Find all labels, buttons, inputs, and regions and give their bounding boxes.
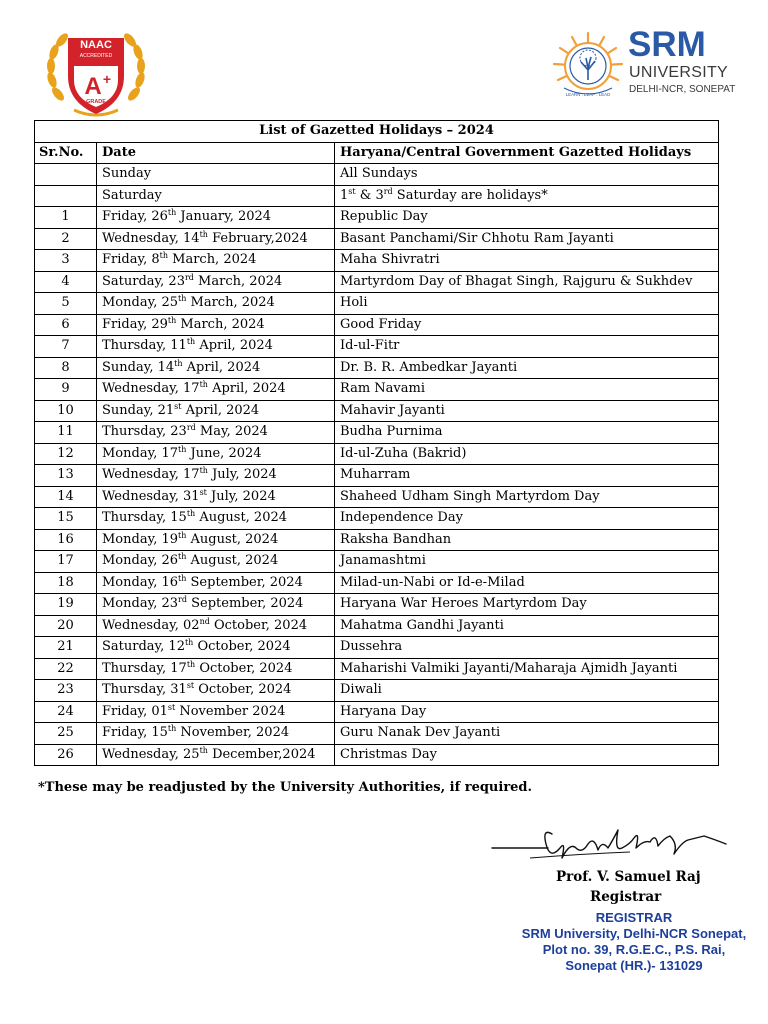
sr-cell: 2 [35,228,97,250]
sr-cell: 23 [35,680,97,702]
holiday-cell: Milad-un-Nabi or Id-e-Milad [335,572,719,594]
date-cell: Saturday, 23rd March, 2024 [97,271,335,293]
table-row [35,271,719,293]
sr-cell: 11 [35,422,97,444]
holiday-cell: Ram Navami [335,379,719,401]
holiday-cell: Id-ul-Zuha (Bakrid) [335,443,719,465]
table-row [35,680,719,702]
stamp-line-3: Plot no. 39, R.G.E.C., P.S. Rai, [542,942,726,957]
holiday-cell: Diwali [335,680,719,702]
footnote: *These may be readjusted by the University Authorities, if required. [38,780,533,795]
date-cell: Sunday [97,164,335,186]
table-row [35,637,719,659]
holiday-cell: Good Friday [335,314,719,336]
column-header-date: Date [97,142,335,164]
table-row [35,486,719,508]
svg-text:NAAC: NAAC [80,39,112,51]
holiday-cell: Id-ul-Fitr [335,336,719,358]
table-row [35,508,719,530]
date-cell: Wednesday, 31st July, 2024 [97,486,335,508]
table-caption: List of Gazetted Holidays – 2024 [35,121,719,143]
signature [490,818,730,870]
holiday-cell: Maharishi Valmiki Jayanti/Maharaja Ajmidh Jayanti [335,658,719,680]
table-row [35,723,719,745]
svg-text:A: A [84,73,102,100]
date-cell: Wednesday, 02nd October, 2024 [97,615,335,637]
table-row [35,400,719,422]
date-cell: Monday, 23rd September, 2024 [97,594,335,616]
sr-cell [35,185,97,207]
table-row [35,551,719,573]
srm-wordmark: SRM [628,25,706,64]
sr-cell: 18 [35,572,97,594]
sr-cell: 13 [35,465,97,487]
table-row [35,422,719,444]
stamp-line-4: Sonepat (HR.)- 131029 [565,958,703,973]
registrar-stamp [518,910,750,980]
table-row [35,529,719,551]
svg-text:+: + [102,71,112,87]
date-cell: Thursday, 11th April, 2024 [97,336,335,358]
sr-cell: 24 [35,701,97,723]
table-row [35,185,719,207]
signatory-name: Prof. V. Samuel Raj [556,869,701,885]
svg-text:ACCREDITED: ACCREDITED [79,53,113,59]
holiday-cell: Republic Day [335,207,719,229]
date-cell: Friday, 26th January, 2024 [97,207,335,229]
date-cell: Monday, 19th August, 2024 [97,529,335,551]
holiday-cell: Muharram [335,465,719,487]
table-row [35,658,719,680]
sr-cell: 6 [35,314,97,336]
signatory-title: Registrar [590,889,662,905]
table-row [35,250,719,272]
sr-cell: 26 [35,744,97,766]
date-cell: Friday, 15th November, 2024 [97,723,335,745]
svg-text:LEARN . LEAP . LEAD: LEARN . LEAP . LEAD [565,92,611,97]
date-cell: Saturday [97,185,335,207]
holiday-cell: Independence Day [335,508,719,530]
holiday-cell: Shaheed Udham Singh Martyrdom Day [335,486,719,508]
sr-cell: 15 [35,508,97,530]
sr-cell: 1 [35,207,97,229]
date-cell: Wednesday, 25th December,2024 [97,744,335,766]
stamp-line-2: SRM University, Delhi-NCR Sonepat, [521,926,747,941]
holiday-cell: Raksha Bandhan [335,529,719,551]
sr-cell: 7 [35,336,97,358]
holiday-cell: Mahatma Gandhi Jayanti [335,615,719,637]
holiday-cell: 1st & 3rd Saturday are holidays* [335,185,719,207]
sr-cell: 5 [35,293,97,315]
sr-cell [35,164,97,186]
naac-logo [44,24,148,120]
srm-university-label: UNIVERSITY [629,64,729,81]
holiday-cell: Dr. B. R. Ambedkar Jayanti [335,357,719,379]
date-cell: Wednesday, 17th July, 2024 [97,465,335,487]
sr-cell: 17 [35,551,97,573]
holiday-cell: Mahavir Jayanti [335,400,719,422]
holiday-cell: Haryana War Heroes Martyrdom Day [335,594,719,616]
table-row [35,594,719,616]
date-cell: Thursday, 31st October, 2024 [97,680,335,702]
holiday-cell: Janamashtmi [335,551,719,573]
column-header-holiday: Haryana/Central Government Gazetted Holidays [335,142,719,164]
sr-cell: 22 [35,658,97,680]
svg-text:GRADE: GRADE [86,99,106,105]
holiday-cell: Dussehra [335,637,719,659]
sr-cell: 19 [35,594,97,616]
table-row [35,615,719,637]
holiday-cell: Basant Panchami/Sir Chhotu Ram Jayanti [335,228,719,250]
table-row [35,465,719,487]
srm-logo [548,26,738,106]
table-row [35,336,719,358]
table-row [35,357,719,379]
table-caption-row [35,121,719,143]
stamp-line-1: REGISTRAR [595,910,673,925]
sr-cell: 21 [35,637,97,659]
table-row [35,207,719,229]
table-row [35,744,719,766]
table-header-row [35,142,719,164]
date-cell: Sunday, 21st April, 2024 [97,400,335,422]
date-cell: Saturday, 12th October, 2024 [97,637,335,659]
srm-emblem-icon [548,30,628,102]
date-cell: Friday, 29th March, 2024 [97,314,335,336]
date-cell: Friday, 8th March, 2024 [97,250,335,272]
date-cell: Monday, 16th September, 2024 [97,572,335,594]
table-row [35,701,719,723]
date-cell: Friday, 01st November 2024 [97,701,335,723]
date-cell: Monday, 26th August, 2024 [97,551,335,573]
table-row [35,314,719,336]
sr-cell: 12 [35,443,97,465]
holiday-cell: Maha Shivratri [335,250,719,272]
date-cell: Monday, 17th June, 2024 [97,443,335,465]
sr-cell: 10 [35,400,97,422]
table-row [35,228,719,250]
sr-cell: 25 [35,723,97,745]
date-cell: Wednesday, 14th February,2024 [97,228,335,250]
sr-cell: 3 [35,250,97,272]
holiday-cell: Martyrdom Day of Bhagat Singh, Rajguru & Sukhdev [335,271,719,293]
srm-campus-label: DELHI-NCR, SONEPAT [629,84,736,95]
sr-cell: 16 [35,529,97,551]
holiday-cell: Budha Purnima [335,422,719,444]
sr-cell: 9 [35,379,97,401]
table-row [35,379,719,401]
date-cell: Monday, 25th March, 2024 [97,293,335,315]
table-row [35,572,719,594]
table-row [35,443,719,465]
sr-cell: 8 [35,357,97,379]
date-cell: Wednesday, 17th April, 2024 [97,379,335,401]
holiday-cell: Guru Nanak Dev Jayanti [335,723,719,745]
sr-cell: 4 [35,271,97,293]
sr-cell: 14 [35,486,97,508]
table-row [35,164,719,186]
sr-cell: 20 [35,615,97,637]
holiday-cell: Holi [335,293,719,315]
holiday-cell: All Sundays [335,164,719,186]
holiday-cell: Haryana Day [335,701,719,723]
naac-badge-icon [44,24,148,120]
date-cell: Thursday, 23rd May, 2024 [97,422,335,444]
date-cell: Sunday, 14th April, 2024 [97,357,335,379]
holiday-cell: Christmas Day [335,744,719,766]
date-cell: Thursday, 15th August, 2024 [97,508,335,530]
holiday-table [34,120,719,766]
table-row [35,293,719,315]
column-header-sr: Sr.No. [35,142,97,164]
date-cell: Thursday, 17th October, 2024 [97,658,335,680]
